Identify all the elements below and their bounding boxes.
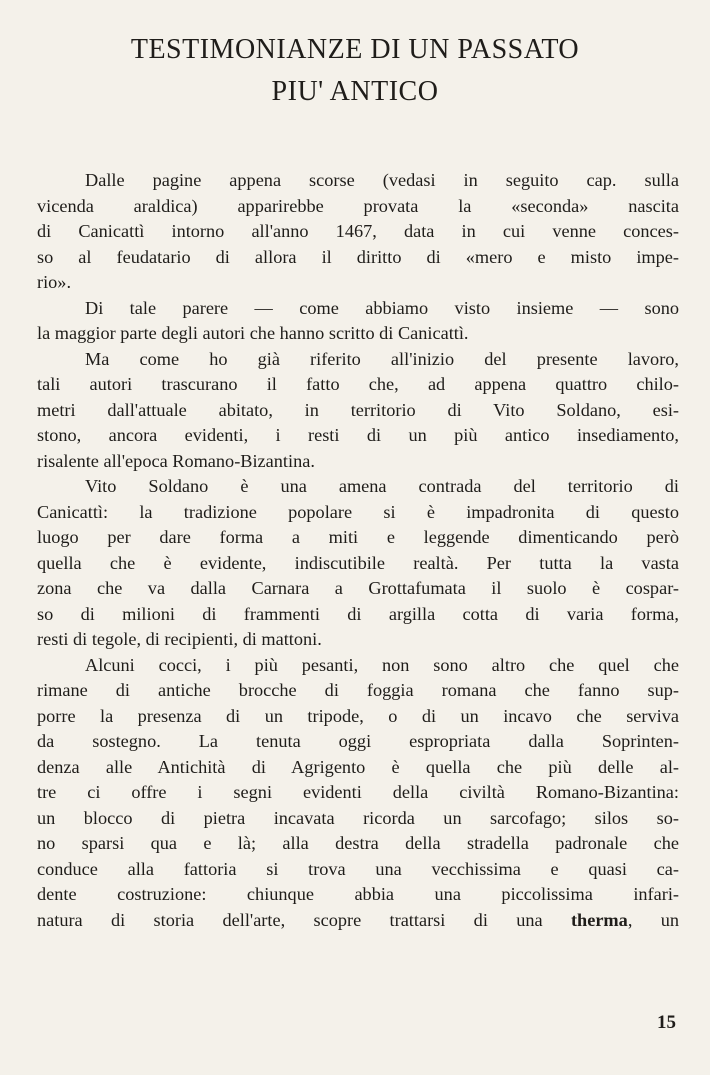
- text-line: [37, 474, 679, 500]
- text-line-content: resti di tegole, di recipienti, di mattoni.: [37, 629, 322, 649]
- text-line: [37, 780, 679, 806]
- text-line: [37, 729, 679, 755]
- text-line: [37, 704, 679, 730]
- chapter-title-line-1: TESTIMONIANZE DI UN PASSATO: [130, 34, 580, 65]
- text-line-content: quella che è evidente, indiscutibile realtà. Per tutta la vasta: [37, 552, 679, 573]
- text-line: [37, 806, 679, 832]
- text-line-content: risalente all'epoca Romano-Bizantina.: [37, 450, 315, 471]
- text-line: [37, 500, 679, 526]
- text-line-content: denza alle Antichità di Agrigento è quella che più delle al-: [37, 756, 679, 777]
- text-line-content: Di tale parere — come abbiamo visto insieme — sono: [85, 297, 679, 318]
- text-line: [37, 270, 679, 296]
- text-line-content: Vito Soldano è una amena contrada del territorio di: [85, 476, 679, 496]
- text-line: [37, 551, 679, 577]
- bold-term: therma: [570, 909, 628, 930]
- text-line-content: metri dall'attuale abitato, in territorio di Vito Soldano, esi-: [37, 399, 679, 420]
- text-line: [37, 678, 679, 704]
- text-line: [37, 857, 679, 883]
- text-line: [37, 882, 679, 908]
- text-line-content: natura di storia dell'arte, scopre trattarsi di una: [37, 909, 571, 930]
- text-line: [37, 372, 679, 398]
- text-line-content: conduce alla fattoria si trova una vecchissima e quasi ca-: [37, 858, 679, 879]
- text-line: [37, 627, 679, 653]
- text-line-content: da sostegno. La tenuta oggi espropriata dalla Soprinten-: [37, 731, 679, 751]
- text-line: [37, 168, 679, 194]
- text-line-content: vicenda araldica) apparirebbe provata la «seconda» nascita: [37, 195, 679, 216]
- text-line: [37, 245, 679, 271]
- text-line: [37, 449, 679, 475]
- chapter-title-line-2: PIU' ANTICO: [271, 76, 439, 107]
- text-line-content: di Canicattì intorno all'anno 1467, data in cui venne conces-: [37, 221, 679, 241]
- text-line-content: porre la presenza di un tripode, o di un incavo che serviva: [37, 705, 679, 726]
- text-line-content: luogo per dare forma a miti e leggende dimenticando però: [37, 527, 679, 547]
- text-line: [37, 398, 679, 424]
- text-line: [37, 755, 679, 781]
- text-line: [37, 576, 679, 602]
- body-text: [37, 168, 679, 933]
- text-line: [37, 219, 679, 245]
- page-number: 15: [657, 1012, 676, 1033]
- text-line: [37, 321, 679, 347]
- text-line: [37, 423, 679, 449]
- text-line: [37, 831, 679, 857]
- text-line-content: so di milioni di frammenti di argilla cotta di varia forma,: [37, 603, 679, 624]
- text-line-content: Canicattì: la tradizione popolare si è impadronita di questo: [37, 501, 679, 522]
- text-line-content: dente costruzione: chiunque abbia una piccolissima infari-: [37, 884, 679, 904]
- text-line: [37, 347, 679, 373]
- text-line-content: tre ci offre i segni evidenti della civiltà Romano-Bizantina:: [37, 782, 679, 802]
- text-line-content: zona che va dalla Carnara a Grottafumata il suolo è cospar-: [37, 578, 679, 598]
- text-line-content: no sparsi qua e là; alla destra della stradella padronale che: [37, 833, 679, 853]
- text-line-content: tali autori trascurano il fatto che, ad appena quattro chilo-: [37, 374, 679, 394]
- text-line-content: so al feudatario di allora il diritto di «mero e misto impe-: [37, 246, 679, 267]
- text-line-content: Dalle pagine appena scorse (vedasi in seguito cap. sulla: [85, 170, 679, 190]
- text-line-content: Alcuni cocci, i più pesanti, non sono altro che quel che: [85, 654, 679, 675]
- text-line-content: la maggior parte degli autori che hanno scritto di Canicattì.: [37, 323, 469, 343]
- text-line: [37, 602, 679, 628]
- text-line-content: stono, ancora evidenti, i resti di un più antico insediamento,: [37, 425, 679, 445]
- text-line: [37, 296, 679, 322]
- text-line: [37, 653, 679, 679]
- text-line-tail: , un: [627, 909, 679, 930]
- text-line-content: Ma come ho già riferito all'inizio del presente lavoro,: [85, 348, 679, 369]
- text-line-content: rio».: [37, 272, 72, 292]
- text-line-content: rimane di antiche brocche di foggia romana che fanno sup-: [37, 680, 679, 700]
- text-line: [37, 525, 679, 551]
- text-line-content: un blocco di pietra incavata ricorda un sarcofago; silos so-: [37, 807, 679, 828]
- text-line: [37, 908, 679, 934]
- text-line: [37, 194, 679, 220]
